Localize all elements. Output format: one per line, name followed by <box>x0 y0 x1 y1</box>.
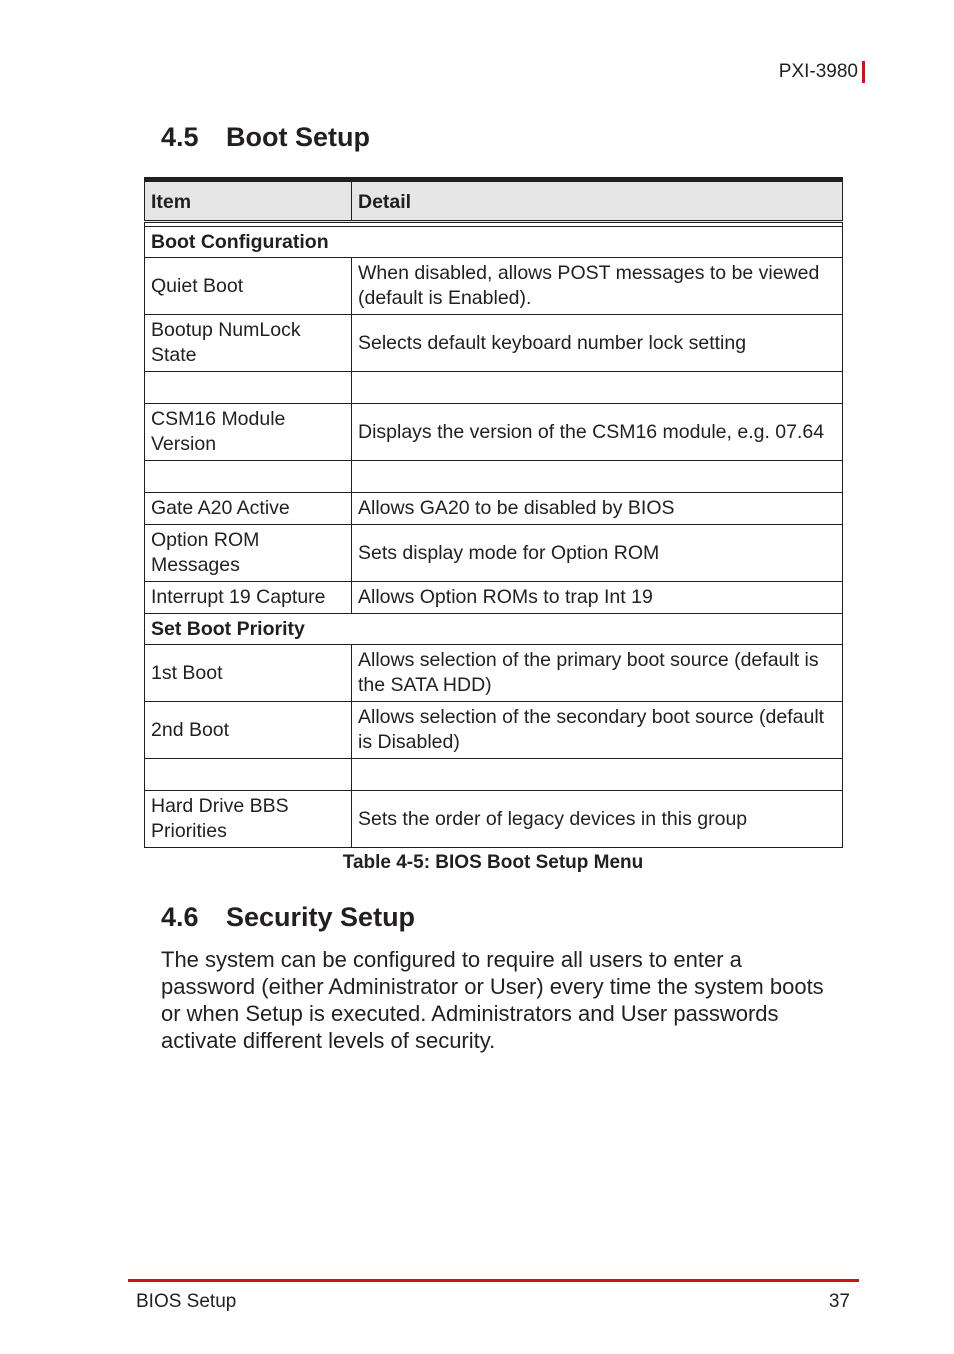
item-cell: 1st Boot <box>145 645 352 702</box>
detail-cell: Selects default keyboard number lock setting <box>352 315 843 372</box>
boot-setup-table <box>144 177 843 848</box>
table-section-label: Boot Configuration <box>145 227 843 258</box>
table-row-blank <box>145 372 843 404</box>
detail-cell: Allows Option ROMs to trap Int 19 <box>352 582 843 614</box>
table-caption: Table 4-5: BIOS Boot Setup Menu <box>342 852 644 873</box>
section-title: Security Setup <box>226 902 416 932</box>
detail-cell: Displays the version of the CSM16 module, e.g. 07.64 <box>352 404 843 461</box>
header-accent-bar <box>862 61 865 83</box>
item-cell: Gate A20 Active <box>145 493 352 525</box>
footer-chapter-title: BIOS Setup <box>136 1291 237 1312</box>
detail-cell <box>352 372 843 404</box>
table-row <box>145 702 843 759</box>
security-setup-paragraph: The system can be configured to require all users to enter a password (either Administrator or User) every time the system boots or when Setup is executed. Administrators and User passwords activate different levels of security. <box>161 947 824 1053</box>
item-cell <box>145 372 352 404</box>
detail-cell: Sets the order of legacy devices in this group <box>352 791 843 848</box>
table-row-blank <box>145 461 843 493</box>
section-number: 4.6 <box>161 902 199 932</box>
table-row <box>145 645 843 702</box>
detail-cell <box>352 461 843 493</box>
detail-cell: Allows GA20 to be disabled by BIOS <box>352 493 843 525</box>
table-row <box>145 227 843 258</box>
section-heading-security-setup <box>161 901 415 933</box>
section-heading-boot-setup <box>161 121 370 153</box>
page-number: 37 <box>828 1291 850 1312</box>
table-row <box>145 791 843 848</box>
detail-cell: Allows selection of the primary boot source (default is the SATA HDD) <box>352 645 843 702</box>
column-header-detail: Detail <box>352 180 843 222</box>
item-cell <box>145 461 352 493</box>
product-name: PXI-3980 <box>778 61 858 82</box>
table-row <box>145 582 843 614</box>
item-cell <box>145 759 352 791</box>
detail-cell: Sets display mode for Option ROM <box>352 525 843 582</box>
table-row <box>145 525 843 582</box>
table-header-row <box>145 180 843 222</box>
detail-cell: When disabled, allows POST messages to be viewed (default is Enabled). <box>352 258 843 315</box>
item-cell: 2nd Boot <box>145 702 352 759</box>
table-row <box>145 493 843 525</box>
table-row <box>145 404 843 461</box>
footer-rule <box>128 1279 859 1282</box>
section-number: 4.5 <box>161 122 199 152</box>
item-cell: Option ROM Messages <box>145 525 352 582</box>
table-section-label: Set Boot Priority <box>145 614 843 645</box>
item-cell: Hard Drive BBS Priorities <box>145 791 352 848</box>
column-header-item: Item <box>145 180 352 222</box>
item-cell: Quiet Boot <box>145 258 352 315</box>
table-row <box>145 614 843 645</box>
running-header <box>779 60 865 84</box>
table-row <box>145 258 843 315</box>
detail-cell <box>352 759 843 791</box>
item-cell: Interrupt 19 Capture <box>145 582 352 614</box>
section-title: Boot Setup <box>226 122 370 152</box>
detail-cell: Allows selection of the secondary boot source (default is Disabled) <box>352 702 843 759</box>
table-row-blank <box>145 759 843 791</box>
table-row <box>145 315 843 372</box>
item-cell: Bootup NumLock State <box>145 315 352 372</box>
item-cell: CSM16 Module Version <box>145 404 352 461</box>
